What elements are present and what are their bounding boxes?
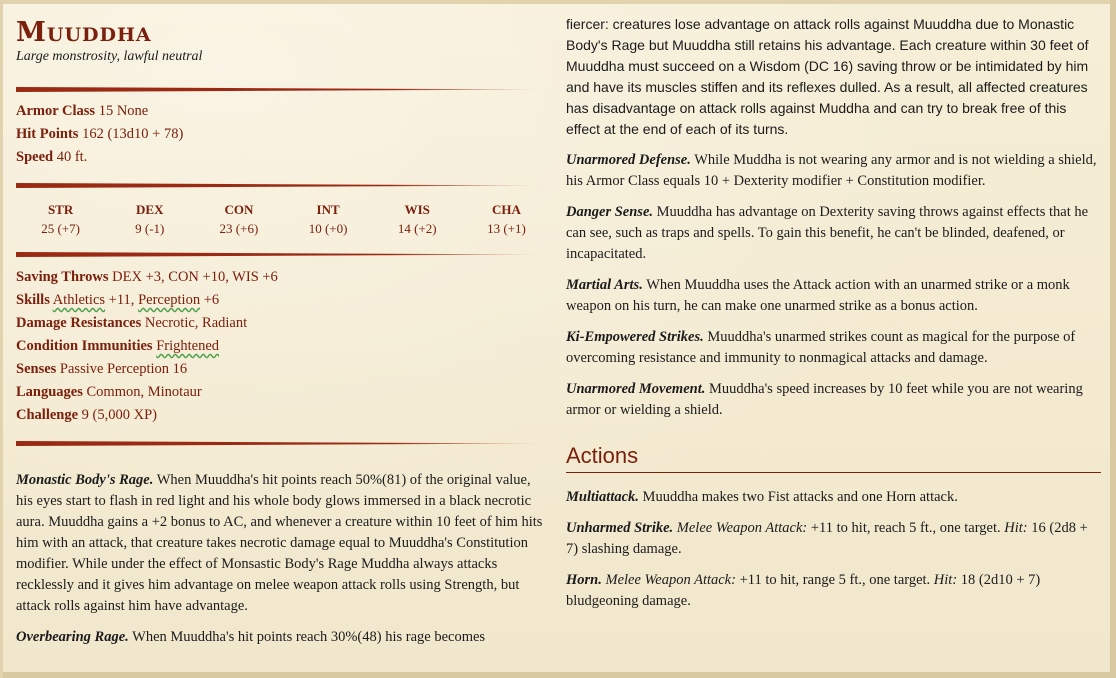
speed-value: 40 ft. [56, 149, 88, 165]
saving-throws [16, 266, 551, 289]
ability-wis [373, 200, 462, 238]
ability-name: CHA [492, 202, 521, 217]
trait-overbearing-rage-continued: fiercer: creatures lose advantage on attack rolls against Muuddha due to Monastic Body's Rage but Muuddha still retains his advantage. Each creature within 30 feet of Muuddha must succeed on a Wisdom (DC 16) saving throw or be intimidated by him and have its muscles stiffen and its reflexes dulled. As a result, all affected creatures has disadvantage on attack rolls against Muddha and can try to break free of this effect at the end of each of its turns. [566, 16, 1089, 137]
trait-ki-strikes [566, 327, 1101, 369]
frame-top-border [0, 0, 1116, 4]
skill-perception-link[interactable]: Perception [138, 292, 201, 308]
hit-label: Hit: [1004, 520, 1028, 536]
ability-con [194, 200, 283, 238]
ability-value: 13 (+1) [487, 221, 526, 236]
trait-text: When Muuddha uses the Attack action with an unarmed strike or a monk weapon on his turn, he can make one unarmed strike as a bonus action. [566, 277, 1070, 314]
challenge-value: 9 (5,000 XP) [81, 407, 157, 423]
damage-resistances [16, 312, 551, 335]
skills-label: Skills [16, 292, 50, 308]
skill-perception-mod: +6 [200, 292, 220, 308]
armor-class-value: 15 None [98, 103, 149, 119]
action-title: Unharmed Strike. [566, 520, 674, 536]
section-divider [16, 441, 551, 446]
trait-title: Unarmored Movement. [566, 381, 706, 397]
armor-class [16, 100, 551, 123]
attack-details: +11 to hit, range 5 ft., one target. [735, 572, 934, 588]
trait-monastic-rage [16, 470, 551, 617]
challenge [16, 404, 551, 427]
action-multiattack [566, 487, 1101, 508]
ability-cha [462, 200, 551, 238]
right-column [566, 14, 1101, 612]
trait-title: Unarmored Defense. [566, 152, 691, 168]
monster-name: Muuddha [16, 17, 152, 48]
saving-throws-value: DEX +3, CON +10, WIS +6 [112, 269, 278, 285]
saving-throws-label: Saving Throws [16, 269, 109, 285]
section-divider [16, 87, 551, 92]
details-list [16, 266, 551, 427]
ability-value: 23 (+6) [219, 221, 259, 236]
left-column [16, 14, 551, 648]
senses-label: Senses [16, 361, 57, 377]
trait-danger-sense [566, 202, 1101, 265]
frame-bottom-border [0, 672, 1116, 678]
ability-name: DEX [136, 202, 164, 217]
ability-value: 25 (+7) [41, 221, 80, 236]
languages-value: Common, Minotaur [86, 384, 202, 400]
action-title: Horn. [566, 572, 602, 588]
trait-text: When Muuddha's hit points reach 50%(81) of the original value, his eyes start to flash in red light and his whole body glows immersed in a black necrotic aura. Muuddha gains a +2 bonus to AC, and whenever a creature within 10 feet of him hits him with an attack, that creature takes necrotic damage equal to Muuddha's Constitution modifier. While under the effect of Monsastic Body's Rage Muddha always attacks recklessly and it gives him advantage on melee weapon attack rolls using Strength, but attack rolls against him have advantage. [16, 472, 543, 614]
languages [16, 381, 551, 404]
hit-label: Hit: [933, 572, 958, 588]
ability-value: 10 (+0) [308, 221, 348, 236]
trait-text: While Muddha is not wearing any armor and is not wielding a shield, his Armor Class equals 10 + Dexterity modifier + Constitution modifier. [566, 152, 1097, 189]
trait-unarmored-defense [566, 150, 1101, 192]
ability-str [16, 200, 105, 238]
actions-heading: Actions [566, 443, 1101, 473]
senses [16, 358, 551, 381]
challenge-label: Challenge [16, 407, 79, 423]
ability-name: CON [224, 202, 254, 217]
trait-title: Martial Arts. [566, 277, 643, 293]
ability-int [284, 200, 373, 238]
trait-text: Muuddha has advantage on Dexterity saving throws against effects that he can see, such as traps and spells. To gain this benefit, he can't be blinded, deafened, or incapacitated. [566, 204, 1089, 262]
trait-text: Muuddha's unarmed strikes count as magical for the purpose of overcoming resistance and immunity to nonmagical attacks and damage. [566, 329, 1076, 366]
condition-frightened-link[interactable]: Frightened [156, 338, 220, 354]
armor-class-label: Armor Class [16, 103, 96, 119]
action-title: Multiattack. [566, 489, 639, 505]
attack-type: Melee Weapon Attack: [673, 520, 808, 536]
speed [16, 146, 551, 169]
skill-athletics-mod: +11, [105, 292, 139, 308]
attack-type: Melee Weapon Attack: [601, 572, 736, 588]
frame-left-border [0, 0, 3, 678]
trait-title: Danger Sense. [566, 204, 654, 220]
ability-scores [16, 200, 551, 238]
skills [16, 289, 551, 312]
ability-name: WIS [404, 202, 430, 217]
trait-title: Ki-Empowered Strikes. [566, 329, 704, 345]
ability-dex [105, 200, 194, 238]
damage-details: 16 (2d8 + 7) slashing damage. [566, 520, 1088, 557]
damage-resistances-value: Necrotic, Radiant [144, 315, 248, 331]
trait-martial-arts [566, 275, 1101, 317]
ability-name: INT [316, 202, 340, 217]
damage-details: 18 (2d10 + 7) bludgeoning damage. [566, 572, 1041, 609]
languages-label: Languages [16, 384, 83, 400]
trait-title: Overbearing Rage. [16, 629, 129, 645]
hit-points [16, 123, 551, 146]
skill-athletics-link[interactable]: Athletics [52, 292, 106, 308]
attack-details: +11 to hit, reach 5 ft., one target. [807, 520, 1005, 536]
senses-value: Passive Perception 16 [59, 361, 188, 377]
hit-points-label: Hit Points [16, 126, 79, 142]
condition-immunities-label: Condition Immunities [16, 338, 153, 354]
action-text: Muuddha makes two Fist attacks and one Horn attack. [638, 489, 958, 505]
trait-text: When Muuddha's hit points reach 30%(48) his rage becomes [128, 629, 486, 645]
condition-immunities [16, 335, 551, 358]
speed-label: Speed [16, 149, 54, 165]
frame-right-border [1110, 0, 1116, 678]
ability-value: 9 (-1) [135, 221, 165, 236]
trait-unarmored-movement [566, 379, 1101, 421]
action-unharmed-strike [566, 518, 1101, 560]
trait-text: Muuddha's speed increases by 10 feet while you are not wearing armor or wielding a shield. [566, 381, 1083, 418]
section-divider [16, 183, 551, 188]
ability-value: 14 (+2) [397, 221, 437, 236]
action-horn [566, 570, 1101, 612]
trait-title: Monastic Body's Rage. [16, 472, 154, 488]
basic-stats [16, 100, 551, 169]
trait-overbearing-rage [16, 627, 551, 648]
monster-subtitle: Large monstrosity, lawful neutral [16, 49, 203, 64]
section-divider [16, 252, 551, 257]
ability-name: STR [47, 202, 74, 217]
damage-resistances-label: Damage Resistances [16, 315, 142, 331]
hit-points-value: 162 (13d10 + 78) [82, 126, 184, 142]
